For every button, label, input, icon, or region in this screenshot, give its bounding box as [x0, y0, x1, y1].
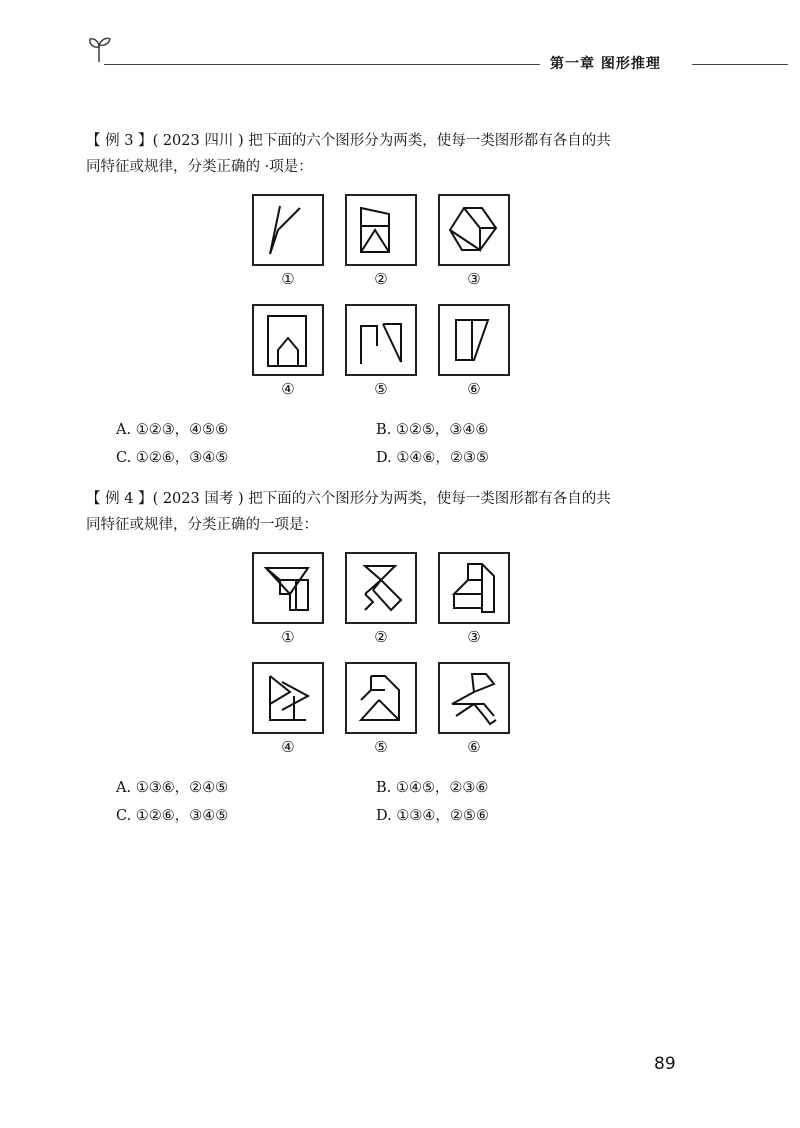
ex4-option-c[interactable]: C. ①②⑥，③④⑤	[116, 808, 229, 824]
ex3-label-2: ②	[374, 270, 388, 288]
ex4-label-1: ①	[281, 628, 295, 646]
ex3-figure-6	[438, 304, 510, 376]
example4-line1: 【 例 4 】( 2023 国考 ) 把下面的六个图形分为两类，使每一类图形都有各自的共	[86, 491, 611, 507]
ex4-label-4: ④	[281, 738, 295, 756]
page-number: 89	[654, 1054, 676, 1074]
ex3-figure-3	[438, 194, 510, 266]
ex3-figure-1	[252, 194, 324, 266]
header-rule-right	[692, 64, 788, 65]
header-rule-left	[104, 64, 540, 65]
ex4-label-2: ②	[374, 628, 388, 646]
example3-tag: 【 例 3 】	[86, 133, 153, 149]
ex4-figure-1	[252, 552, 324, 624]
chapter-title: 第一章 图形推理	[550, 56, 661, 72]
ex3-figure-2	[345, 194, 417, 266]
ex4-option-a[interactable]: A. ①③⑥，②④⑤	[116, 780, 229, 796]
example4-tag: 【 例 4 】	[86, 491, 153, 507]
example4-line2: 同特征或规律，分类正确的一项是：	[86, 517, 318, 533]
ex3-figure-4	[252, 304, 324, 376]
ex4-label-6: ⑥	[467, 738, 481, 756]
example3-line2: 同特征或规律，分类正确的 ·项是：	[86, 159, 313, 175]
ex3-label-6: ⑥	[467, 380, 481, 398]
ex4-figure-3	[438, 552, 510, 624]
ex3-option-d[interactable]: D. ①④⑥，②③⑤	[376, 450, 489, 466]
sprout-icon	[86, 34, 112, 64]
ex4-label-5: ⑤	[374, 738, 388, 756]
ex4-figure-2	[345, 552, 417, 624]
ex3-option-c[interactable]: C. ①②⑥，③④⑤	[116, 450, 229, 466]
ex4-label-3: ③	[467, 628, 481, 646]
ex4-figure-6	[438, 662, 510, 734]
ex3-label-1: ①	[281, 270, 295, 288]
example4-question	[86, 486, 706, 538]
ex4-option-b[interactable]: B. ①④⑤，②③⑥	[376, 780, 489, 796]
ex4-figure-4	[252, 662, 324, 734]
ex3-option-a[interactable]: A. ①②③，④⑤⑥	[116, 422, 229, 438]
ex3-label-5: ⑤	[374, 380, 388, 398]
ex3-label-4: ④	[281, 380, 295, 398]
ex3-figure-5	[345, 304, 417, 376]
ex4-option-d[interactable]: D. ①③④，②⑤⑥	[376, 808, 489, 824]
ex4-figure-5	[345, 662, 417, 734]
ex3-label-3: ③	[467, 270, 481, 288]
example3-line1: 【 例 3 】( 2023 四川 ) 把下面的六个图形分为两类，使每一类图形都有各自的共	[86, 133, 611, 149]
ex3-option-b[interactable]: B. ①②⑤，③④⑥	[376, 422, 489, 438]
example3-question	[86, 128, 706, 180]
